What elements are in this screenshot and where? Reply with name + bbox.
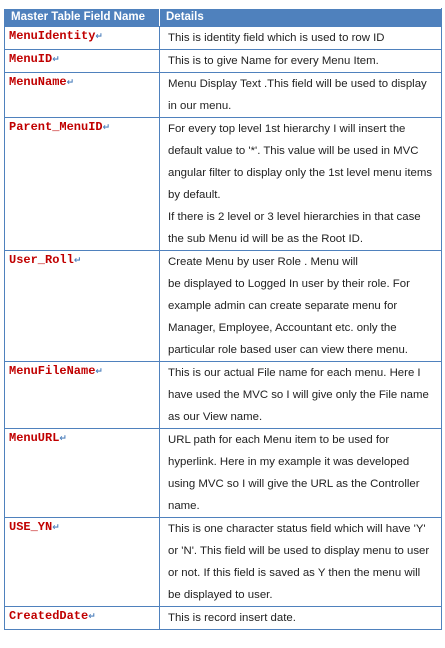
- table-row: [5, 429, 442, 518]
- field-name: MenuIdentity: [9, 29, 96, 43]
- table-row: [5, 362, 442, 429]
- table-row: [5, 518, 442, 607]
- details-line: [168, 162, 435, 184]
- details-line: [168, 118, 435, 140]
- field-name-cell: [5, 607, 160, 630]
- details-text: or 'N'. This field will be used to display menu to user: [168, 545, 430, 557]
- details-text: using MVC so I will give the URL as the Controller: [168, 478, 420, 490]
- field-name-cell: [5, 50, 160, 73]
- details-line: [168, 451, 435, 473]
- details-line: [168, 50, 435, 72]
- details-line: [168, 273, 435, 295]
- details-line: [168, 540, 435, 562]
- field-name: MenuID: [9, 52, 53, 66]
- table-row: [5, 607, 442, 630]
- details-cell: [160, 429, 442, 518]
- details-text: example admin can create separate menu for: [168, 300, 398, 312]
- details-text: If there is 2 level or 3 level hierarchies in that case: [168, 211, 421, 223]
- details-line: [168, 27, 435, 49]
- details-text: This is our actual File name for each menu. Here I: [168, 367, 421, 379]
- details-line: [168, 140, 435, 162]
- details-text: Create Menu by user Role . Menu will: [168, 256, 358, 268]
- details-text: be displayed to Logged In user by their role. For: [168, 278, 410, 290]
- details-line: [168, 184, 435, 206]
- details-text: URL path for each Menu item to be used for: [168, 434, 390, 446]
- table-row: [5, 73, 442, 118]
- details-text: angular filter to display only the 1st level menu items: [168, 167, 433, 179]
- details-line: [168, 584, 435, 606]
- table-row: [5, 118, 442, 251]
- details-line: [168, 562, 435, 584]
- table-body: [5, 27, 442, 630]
- details-line: [168, 73, 435, 95]
- details-line: [168, 473, 435, 495]
- details-line: [168, 518, 435, 540]
- details-cell: [160, 251, 442, 362]
- field-name-cell: [5, 73, 160, 118]
- field-details-table-container: [4, 8, 441, 630]
- details-cell: [160, 518, 442, 607]
- details-text: This is one character status field which will have 'Y': [168, 523, 426, 535]
- paragraph-mark-icon: ↵: [95, 367, 103, 377]
- details-line: [168, 607, 435, 629]
- details-text: in our menu.: [168, 100, 232, 112]
- details-line: [168, 317, 435, 339]
- paragraph-mark-icon: ↵: [52, 523, 60, 533]
- field-name: User_Roll: [9, 253, 74, 267]
- field-name: MenuFileName: [9, 364, 96, 378]
- field-name: MenuURL: [9, 431, 60, 445]
- field-name: CreatedDate: [9, 609, 89, 623]
- details-text: or not. If this field is saved as Y then the menu will: [168, 567, 421, 579]
- details-text: as our View name.: [168, 411, 263, 423]
- details-text: default value to '*'. This value will be used in MVC: [168, 145, 419, 157]
- details-text: This is identity field which is used to row ID: [168, 32, 385, 44]
- details-cell: [160, 607, 442, 630]
- details-text: hyperlink. Here in my example it was developed: [168, 456, 410, 468]
- table-row: [5, 27, 442, 50]
- details-text: Manager, Employee, Accountant etc. only the: [168, 322, 397, 334]
- field-details-table: [4, 8, 442, 630]
- details-line: [168, 429, 435, 451]
- details-cell: [160, 362, 442, 429]
- details-text: This is record insert date.: [168, 612, 296, 624]
- details-line: [168, 295, 435, 317]
- details-text: the sub Menu id will be as the Root ID.: [168, 233, 364, 245]
- field-name-cell: [5, 429, 160, 518]
- details-cell: [160, 118, 442, 251]
- table-row: [5, 251, 442, 362]
- details-line: [168, 95, 435, 117]
- field-name-cell: [5, 118, 160, 251]
- details-line: [168, 384, 435, 406]
- details-text: name.: [168, 500, 200, 512]
- field-name-cell: [5, 362, 160, 429]
- details-text: This is to give Name for every Menu Item.: [168, 55, 379, 67]
- paragraph-mark-icon: ↵: [95, 32, 103, 42]
- details-cell: [160, 73, 442, 118]
- header-field-name: Master Table Field Name: [5, 9, 160, 27]
- details-line: [168, 362, 435, 384]
- details-line: [168, 251, 435, 273]
- field-name-cell: [5, 518, 160, 607]
- field-name: Parent_MenuID: [9, 120, 103, 134]
- details-text: particular role based user can view there menu.: [168, 344, 408, 356]
- details-text: by default.: [168, 189, 221, 201]
- table-header-row: [5, 9, 442, 27]
- details-text: For every top level 1st hierarchy I will insert the: [168, 123, 406, 135]
- paragraph-mark-icon: ↵: [102, 123, 111, 133]
- details-line: [168, 495, 435, 517]
- paragraph-mark-icon: ↵: [52, 55, 60, 65]
- header-details: Details: [160, 9, 442, 27]
- paragraph-mark-icon: ↵: [73, 256, 82, 266]
- details-text: be displayed to user.: [168, 589, 273, 601]
- details-line: [168, 339, 435, 361]
- field-name-cell: [5, 27, 160, 50]
- details-line: [168, 228, 435, 250]
- field-name: USE_YN: [9, 520, 53, 534]
- table-row: [5, 50, 442, 73]
- field-name: MenuName: [9, 75, 67, 89]
- paragraph-mark-icon: ↵: [66, 78, 75, 88]
- details-line: [168, 206, 435, 228]
- details-text: have used the MVC so I will give only the File name: [168, 389, 429, 401]
- field-name-cell: [5, 251, 160, 362]
- paragraph-mark-icon: ↵: [88, 612, 96, 622]
- paragraph-mark-icon: ↵: [59, 434, 67, 444]
- details-text: Menu Display Text .This field will be used to display: [168, 78, 427, 90]
- details-cell: [160, 27, 442, 50]
- details-line: [168, 406, 435, 428]
- details-cell: [160, 50, 442, 73]
